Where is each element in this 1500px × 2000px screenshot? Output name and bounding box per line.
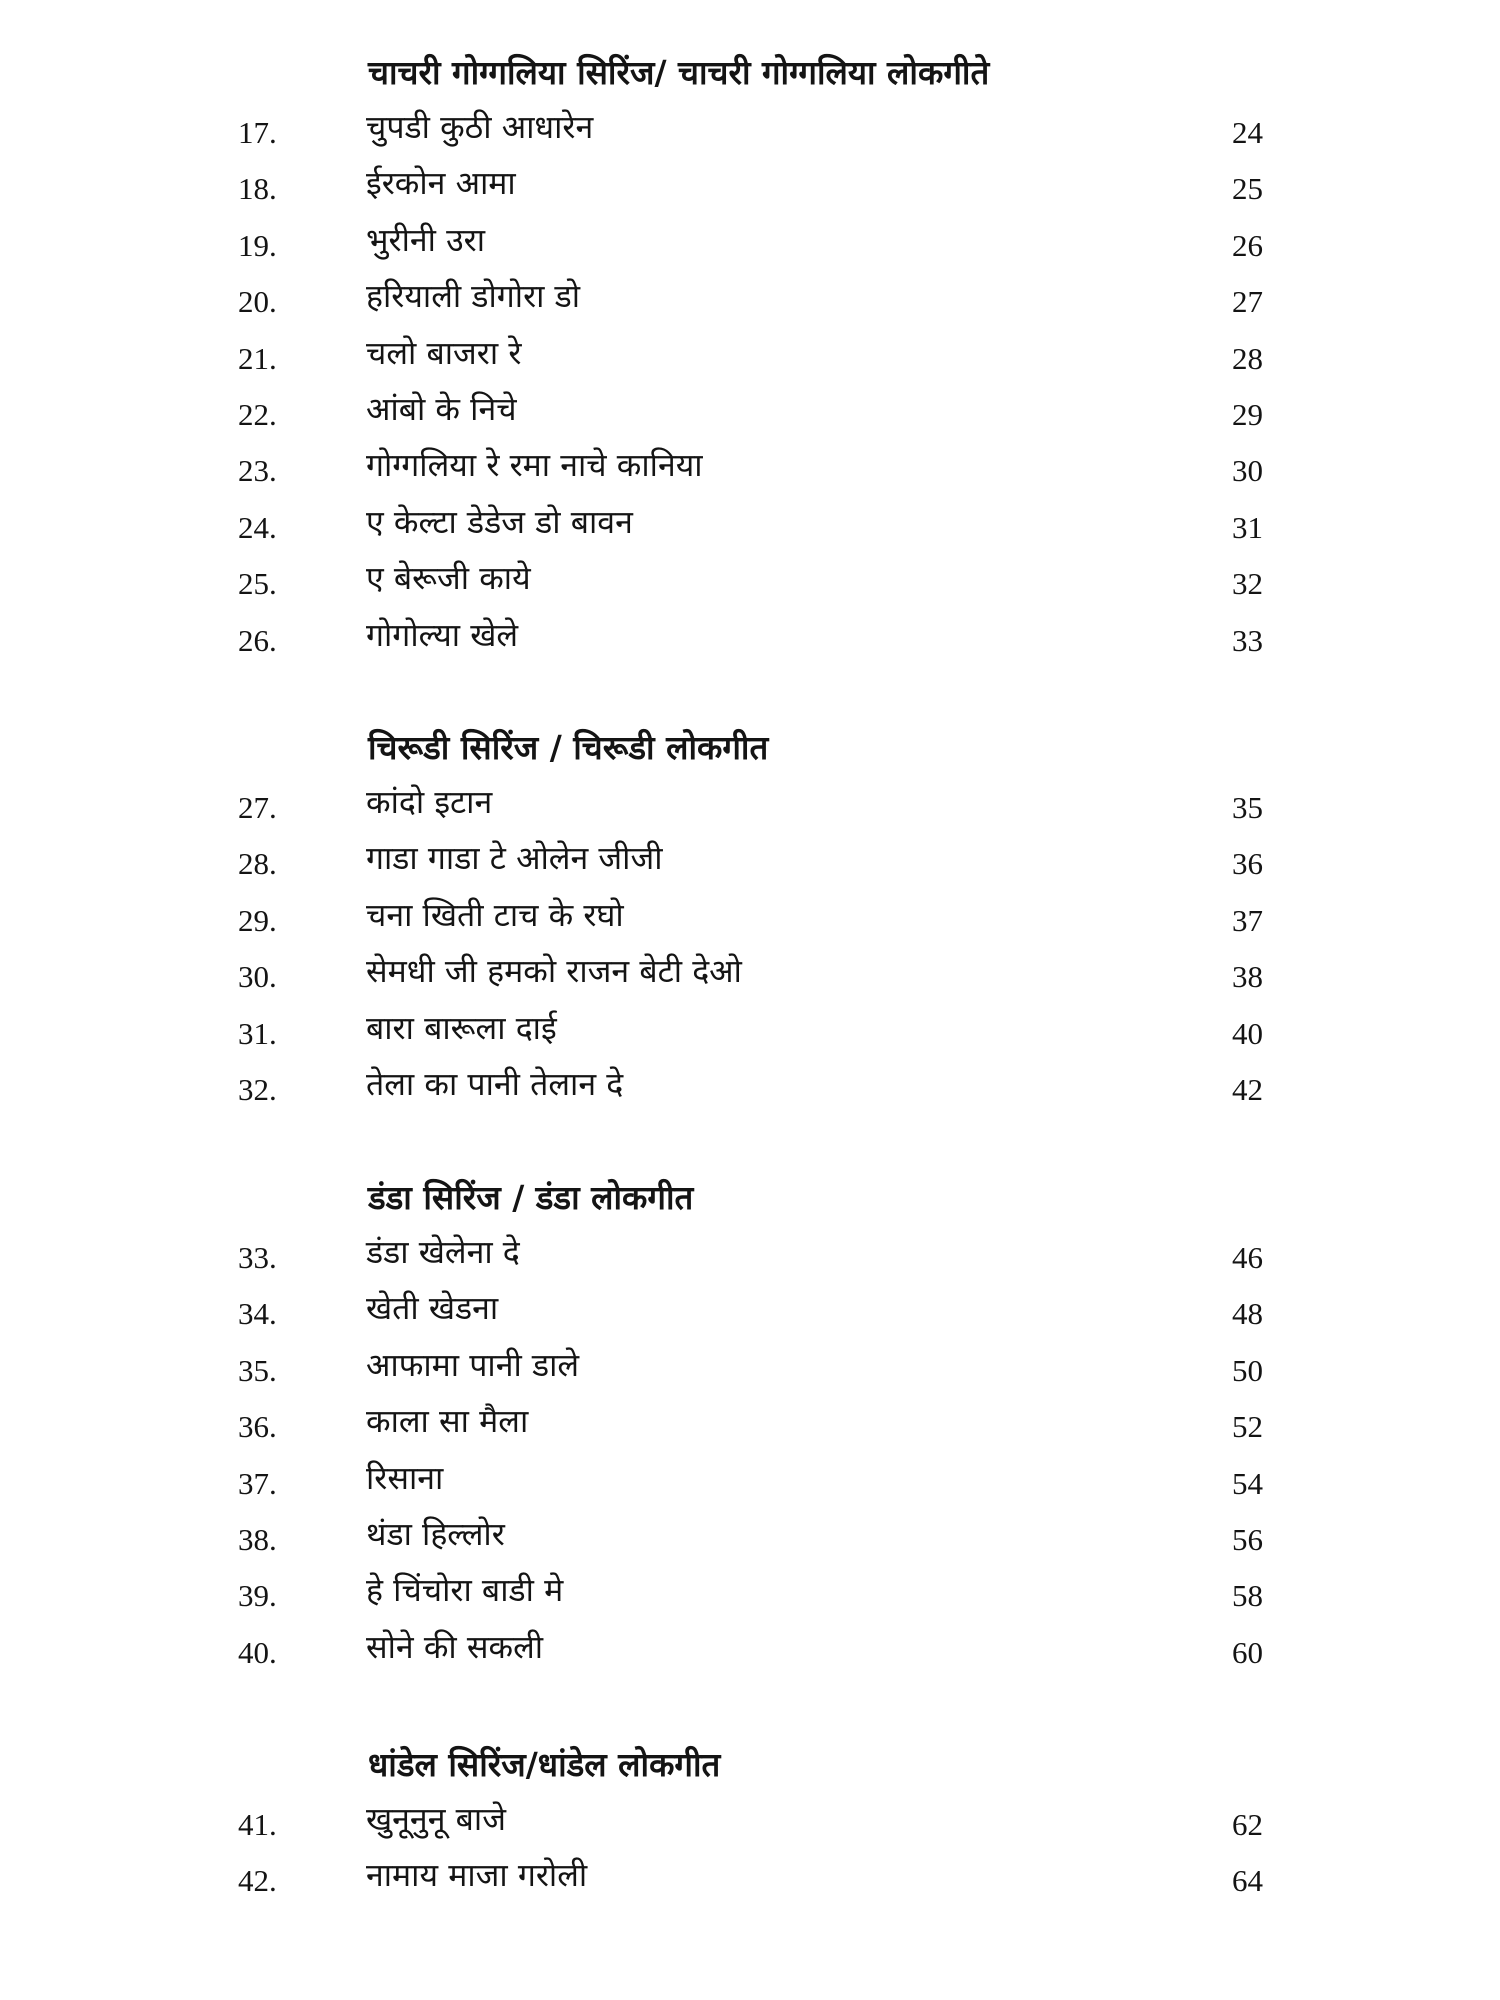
entry-number: 35. xyxy=(238,1352,277,1388)
entry-number: 22. xyxy=(238,396,277,432)
entry-number: 39. xyxy=(238,1578,277,1614)
entry-number: 27. xyxy=(238,790,277,825)
entry-list xyxy=(0,1800,1500,1913)
entry-title: खुनूनुनू बाजे xyxy=(366,1800,506,1838)
entry-number: 20. xyxy=(238,284,277,320)
entry-page-number: 62 xyxy=(1232,1807,1263,1842)
entry-title: हरियाली डोगोरा डो xyxy=(366,277,581,316)
entry-number: 36. xyxy=(238,1409,277,1445)
entry-page-number: 24 xyxy=(1232,115,1263,150)
list-item xyxy=(0,164,1500,220)
entry-title: सोने की सकली xyxy=(366,1627,544,1666)
entry-page-number: 28 xyxy=(1232,340,1263,376)
entry-number: 37. xyxy=(238,1465,277,1501)
entry-page-number: 37 xyxy=(1232,902,1263,938)
entry-page-number: 48 xyxy=(1232,1296,1263,1332)
section-heading: चाचरी गोग्गलिया सिरिंज/ चाचरी गोग्गलिया लोकगीते xyxy=(368,53,990,92)
list-item xyxy=(0,1856,1500,1912)
entry-title: चलो बाजरा रे xyxy=(366,333,522,372)
list-item xyxy=(0,839,1500,895)
entry-page-number: 50 xyxy=(1232,1352,1263,1388)
entry-number: 24. xyxy=(238,509,277,545)
entry-page-number: 33 xyxy=(1232,622,1263,658)
entry-title: आफामा पानी डाले xyxy=(366,1345,580,1384)
list-item xyxy=(0,1515,1500,1571)
list-item xyxy=(0,1289,1500,1345)
entry-number: 34. xyxy=(238,1296,277,1332)
entry-number: 40. xyxy=(238,1634,277,1670)
entry-number: 28. xyxy=(238,846,277,882)
entry-page-number: 54 xyxy=(1232,1465,1263,1501)
entry-number: 42. xyxy=(238,1863,277,1899)
section-heading: चिरूडी सिरिंज / चिरूडी लोकगीत xyxy=(368,728,769,767)
list-item xyxy=(0,108,1500,164)
list-item xyxy=(0,1459,1500,1515)
list-item xyxy=(0,1800,1500,1856)
list-item xyxy=(0,1628,1500,1684)
entry-title: नामाय माजा गरोली xyxy=(366,1856,588,1895)
list-item xyxy=(0,1402,1500,1458)
entry-list xyxy=(0,108,1500,672)
entry-page-number: 58 xyxy=(1232,1578,1263,1614)
entry-page-number: 60 xyxy=(1232,1634,1263,1670)
entry-page-number: 32 xyxy=(1232,566,1263,602)
entry-page-number: 29 xyxy=(1232,396,1263,432)
entry-number: 31. xyxy=(238,1015,277,1051)
entry-page-number: 64 xyxy=(1232,1863,1263,1899)
entry-page-number: 46 xyxy=(1232,1240,1263,1275)
entry-number: 21. xyxy=(238,340,277,376)
entry-number: 19. xyxy=(238,227,277,263)
list-item xyxy=(0,616,1500,672)
entry-title: ईरकोन आमा xyxy=(366,164,516,203)
entry-title: गोग्गलिया रे रमा नाचे कानिया xyxy=(366,446,703,485)
list-item xyxy=(0,503,1500,559)
list-item xyxy=(0,221,1500,277)
entry-title: थंडा हिल्लोर xyxy=(366,1514,505,1553)
entry-number: 25. xyxy=(238,566,277,602)
entry-title: तेला का पानी तेलान दे xyxy=(366,1064,624,1103)
entry-page-number: 26 xyxy=(1232,227,1263,263)
entry-page-number: 25 xyxy=(1232,171,1263,207)
list-item xyxy=(0,783,1500,839)
entry-page-number: 42 xyxy=(1232,1071,1263,1107)
list-item xyxy=(0,1346,1500,1402)
entry-number: 18. xyxy=(238,171,277,207)
list-item xyxy=(0,277,1500,333)
entry-title: हे चिंचोरा बाडी मे xyxy=(366,1571,564,1610)
entry-page-number: 31 xyxy=(1232,509,1263,545)
entry-title: सेमधी जी हमको राजन बेटी देओ xyxy=(366,952,742,991)
list-item xyxy=(0,390,1500,446)
entry-page-number: 40 xyxy=(1232,1015,1263,1051)
entry-title: चुपडी कुठी आधारेन xyxy=(366,108,594,146)
entry-number: 38. xyxy=(238,1521,277,1557)
section-heading: धांडेल सिरिंज/धांडेल लोकगीत xyxy=(368,1745,721,1784)
entry-title: रिसाना xyxy=(366,1458,444,1497)
entry-page-number: 56 xyxy=(1232,1521,1263,1557)
entry-number: 41. xyxy=(238,1807,277,1842)
entry-title: आंबो के निचे xyxy=(366,389,517,428)
entry-title: चना खिती टाच के रघो xyxy=(366,895,624,934)
entry-title: भुरीनी उरा xyxy=(366,220,486,259)
list-item xyxy=(0,334,1500,390)
entry-title: काला सा मैला xyxy=(366,1402,529,1441)
list-item xyxy=(0,1571,1500,1627)
section-heading: डंडा सिरिंज / डंडा लोकगीत xyxy=(368,1178,694,1217)
entry-title: ए बेरूजी काये xyxy=(366,559,531,598)
entry-page-number: 30 xyxy=(1232,453,1263,489)
entry-page-number: 35 xyxy=(1232,790,1263,825)
entry-page-number: 36 xyxy=(1232,846,1263,882)
list-item xyxy=(0,952,1500,1008)
entry-title: गाडा गाडा टे ओलेन जीजी xyxy=(366,839,663,878)
list-item xyxy=(0,1233,1500,1289)
entry-number: 33. xyxy=(238,1240,277,1275)
entry-title: कांदो इटान xyxy=(366,783,493,821)
entry-page-number: 27 xyxy=(1232,284,1263,320)
entry-number: 29. xyxy=(238,902,277,938)
entry-list xyxy=(0,783,1500,1121)
list-item xyxy=(0,559,1500,615)
list-item xyxy=(0,896,1500,952)
list-item xyxy=(0,446,1500,502)
entry-title: खेती खेडना xyxy=(366,1289,499,1328)
entry-title: डंडा खेलेना दे xyxy=(366,1233,520,1271)
entry-number: 30. xyxy=(238,959,277,995)
entry-title: ए केल्टा डेडेज डो बावन xyxy=(366,502,633,541)
entry-number: 17. xyxy=(238,115,277,150)
list-item xyxy=(0,1009,1500,1065)
list-item xyxy=(0,1065,1500,1121)
entry-page-number: 38 xyxy=(1232,959,1263,995)
entry-page-number: 52 xyxy=(1232,1409,1263,1445)
entry-number: 32. xyxy=(238,1071,277,1107)
entry-number: 26. xyxy=(238,622,277,658)
entry-title: बारा बारूला दाई xyxy=(366,1008,557,1047)
entry-list xyxy=(0,1233,1500,1684)
entry-title: गोगोल्या खेले xyxy=(366,615,519,654)
entry-number: 23. xyxy=(238,453,277,489)
